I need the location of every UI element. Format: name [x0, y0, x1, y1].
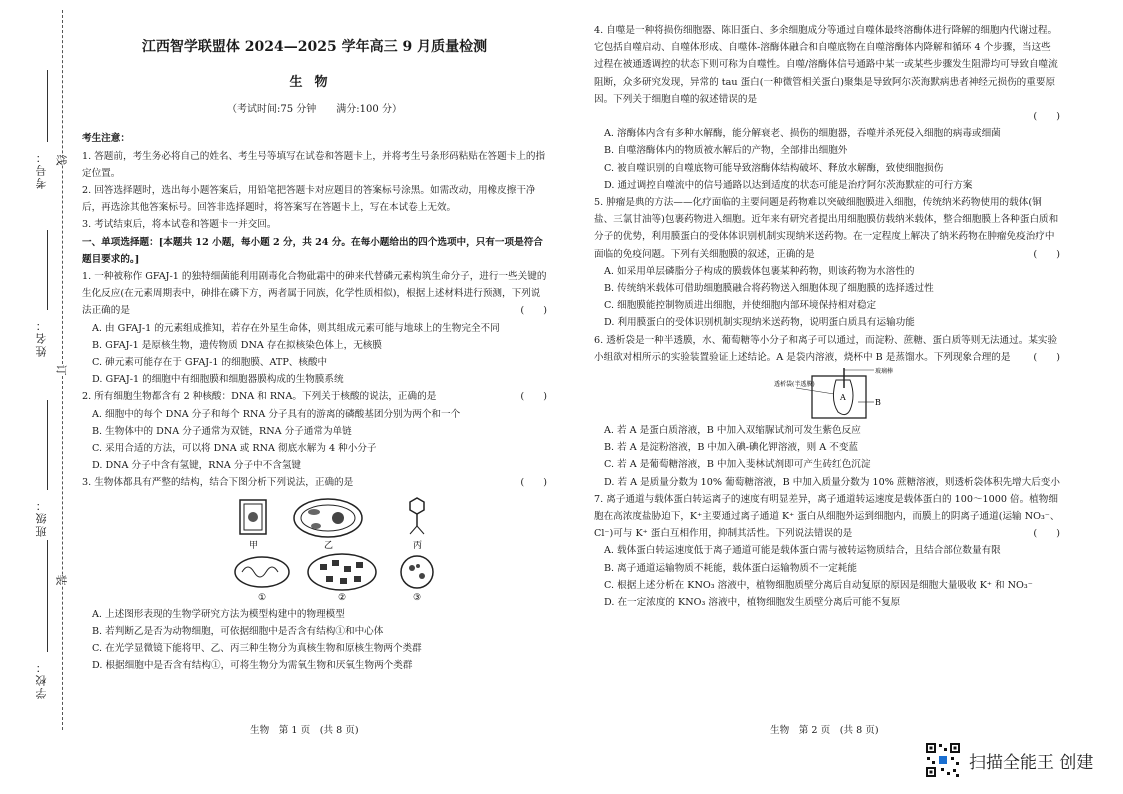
- scanner-watermark-text: 扫描全能王 创建: [969, 753, 1094, 773]
- option: D. 通过调控自噬流中的信号通路以达到适度的状态可能是治疗阿尔茨海默症的可行方案: [604, 179, 973, 191]
- note-item: 2. 回答选择题时，选出每小题答案后，用铅笔把答题卡对应题目的答案标号涂黑。如需改动，用橡皮擦干净后，再选涂其他答案标号。回答非选择题时，将答案写在答题卡上，写在本试卷上无效。: [82, 185, 536, 214]
- option: B. 若判断乙是否为动物细胞，可依据细胞中是否含有结构①和中心体: [92, 625, 384, 637]
- option: B. 生物体中的 DNA 分子通常为双链，RNA 分子通常为单链: [92, 425, 352, 437]
- label-glass-rod: 玻璃棒: [875, 368, 894, 376]
- label-1: ①: [258, 592, 267, 603]
- cut-char-line: 线: [52, 155, 72, 166]
- notes-title: 考生注意：: [82, 133, 130, 145]
- section-heading: 一、单项选择题：[本题共 12 小题，每小题 2 分，共 24 分。在每小题给出的四个选项中，只有一项是符合题目要求的。]: [82, 236, 543, 265]
- option: A. 由 GFAJ-1 的元素组成推知，若存在外星生命体，则其组成元素可能与地球上的生物完全不同: [92, 322, 500, 334]
- exam-number-label: 考号：: [35, 150, 48, 189]
- question-stem: 7. 离子通道与载体蛋白转运离子的速度有明显差异，离子通道转运速度是载体蛋白的 100～1000 倍。植物细胞在高浓度盐胁迫下，K⁺主要通过离子通道 K⁺ 蛋白从细胞外运到细胞内，而膜上的阴离子通道(运输 NO₃⁻、Cl⁻)可与 K⁺ 蛋白互相作用，抑制其活性。下列说法错误的是 ( ): [594, 491, 1060, 543]
- subject-title: 生物: [289, 75, 340, 90]
- answer-paren: ( ): [520, 391, 547, 403]
- option: D. 若 A 是质量分数为 10% 葡萄糖溶液，B 中加入质量分数为 10% 蔗糖溶液，则透析袋体积先增大后变小: [604, 476, 1060, 488]
- option: D. DNA 分子中含有氢键，RNA 分子中不含氢键: [92, 460, 302, 472]
- answer-paren: ( ): [1033, 528, 1060, 540]
- option: C. 根据上述分析在 KNO₃ 溶液中，植物细胞质壁分离后自动复原的原因是细胞大量吸收 K⁺ 和 NO₃⁻: [604, 579, 1033, 591]
- option: C. 若 A 是葡萄糖溶液，B 中加入斐林试剂即可产生砖红色沉淀: [604, 459, 871, 471]
- label-3: ③: [413, 592, 422, 603]
- class-blank: [47, 400, 48, 490]
- option: A. 溶酶体内含有多种水解酶，能分解衰老、损伤的细胞器，吞噬并杀死侵入细胞的病毒或细菌: [604, 128, 1001, 140]
- answer-paren: ( ): [1033, 111, 1060, 123]
- school-label: 学校：: [35, 660, 48, 699]
- dialysis-svg: [774, 366, 904, 422]
- option: A. 上述图形表现的生物学研究方法为模型构建中的物理模型: [92, 608, 345, 620]
- option: B. GFAJ-1 是原核生物，遗传物质 DNA 存在拟核染色体上，无核膜: [92, 339, 382, 351]
- exam-meta: （考试时间:75 分钟 满分:100 分）: [227, 104, 402, 116]
- label-2: ②: [338, 592, 347, 603]
- option: A. 细胞中的每个 DNA 分子和每个 RNA 分子具有的游离的磷酸基团分别为两个和一个: [92, 408, 461, 420]
- option: A. 若 A 是蛋白质溶液，B 中加入双缩脲试剂可发生紫色反应: [604, 425, 861, 437]
- cut-char-bind: 装: [52, 575, 72, 586]
- cell-figure: [82, 494, 547, 604]
- exam-title: 江西智学联盟体 2024—2025 学年高三 9 月质量检测: [141, 39, 488, 55]
- label-jia: 甲: [249, 540, 259, 551]
- dialysis-figure: [594, 366, 1060, 422]
- option: C. 被自噬识别的自噬底物可能导致溶酶体结构破坏、释放水解酶，致使细胞损伤: [604, 162, 944, 174]
- exam-number-blank: [47, 70, 48, 142]
- option: B. 自噬溶酶体内的物质被水解后的产物，全部排出细胞外: [604, 145, 848, 157]
- option: D. 根据细胞中是否含有结构①，可将生物分为需氧生物和厌氧生物两个类群: [92, 660, 413, 672]
- question-stem: 4. 自噬是一种将损伤细胞器、陈旧蛋白、多余细胞成分等通过自噬体最终溶酶体进行降解的细胞内代谢过程。它包括自噬启动、自噬体形成、自噬体-溶酶体融合和自噬底物在自噬溶酶体内降解和循环 4 个步骤，当这些过程在被通透调控的状态下则可称为自噬性。自噬/溶酶体信号通路中某一或某些步骤发生阻滞均可导致自噬流阻断，众多研究发现，异常的 tau 蛋白(一种微管相关蛋白)聚集是导致阿尔茨海默病患者神经元损伤的重要原因。下列关于细胞自噬的叙述错误的是: [594, 25, 1058, 105]
- question-stem: 1. 一种被称作 GFAJ-1 的独特细菌能利用剧毒化合物砒霜中的砷来代替磷元素构筑生命分子，进行一些关键的生化反应(在元素周期表中，砷排在磷下方，两者属于同族，化学性质相似)，根据上述材料进行预测，下列说法正确的是 ( ): [82, 268, 547, 320]
- label-dialysis-bag: 透析袋(半透膜): [774, 381, 815, 389]
- name-label: 姓名：: [35, 318, 48, 357]
- option: D. GFAJ-1 的细胞中有细胞膜和细胞器膜构成的生物膜系统: [92, 374, 344, 386]
- school-blank: [47, 540, 48, 652]
- label-yi: 乙: [324, 540, 334, 551]
- option: B. 传统纳米载体可借助细胞膜融合将药物送入细胞体现了细胞膜的选择透过性: [604, 283, 934, 295]
- answer-paren: ( ): [1033, 248, 1060, 260]
- virus-bing: [410, 498, 424, 534]
- question-stem: 5. 肿瘤是典的方法——化疗面临的主要问题是药物难以突破细胞膜进入细胞，传统纳米药物使用的载体(铜盐、三氯甘油等)包裹药物进入细胞。近年来有研究者提出用细胞膜仿载纳米载体，整合细胞膜上各种蛋白质和分子的优势，利用膜蛋白的受体体识别机制实现纳米送药物。在一定程度上解决了纳米药物在肿瘤免疫治疗中面临的免疫问题。下列有关细胞膜的叙述，正确的是 ( ): [594, 194, 1060, 263]
- label-bing: 丙: [413, 540, 423, 551]
- cut-char-order: 订: [52, 365, 72, 376]
- binding-margin: [0, 0, 82, 730]
- option: C. 砷元素可能存在于 GFAJ-1 的细胞膜、ATP、核酸中: [92, 357, 328, 369]
- answer-paren: ( ): [520, 477, 547, 489]
- page-footer-left: 生物 第 1 页 (共 8 页): [250, 725, 359, 736]
- right-column: [594, 22, 1060, 611]
- option: A. 载体蛋白转运速度低于离子通道可能是载体蛋白需与被转运物质结合，且结合部位数量有限: [604, 545, 1001, 557]
- cell-diagrams-svg: [232, 496, 452, 604]
- name-blank: [47, 230, 48, 310]
- option: A. 如采用单层磷脂分子构成的膜载体包裹某种药物，则该药物为水溶性的: [604, 265, 915, 277]
- option: C. 细胞膜能控制物质进出细胞，并使细胞内部环境保持相对稳定: [604, 300, 877, 312]
- question-stem: 2. 所有细胞生物都含有 2 种核酸：DNA 和 RNA。下列关于核酸的说法，正确的是 ( ): [82, 388, 547, 405]
- answer-paren: ( ): [1033, 351, 1060, 363]
- option: D. 在一定浓度的 KNO₃ 溶液中，植物细胞发生质壁分离后可能不复原: [604, 597, 901, 609]
- qr-code-icon: [925, 742, 961, 778]
- option: D. 利用膜蛋白的受体识别机制实现纳米送药物，说明蛋白质具有运输功能: [604, 317, 915, 329]
- class-label: 班级：: [35, 498, 48, 537]
- note-item: 1. 答题前，考生务必将自己的姓名、考生号等填写在试卷和答题卡上，并将考生号条形码粘贴在答题卡上的指定位置。: [82, 150, 546, 179]
- label-b: B: [875, 398, 881, 408]
- note-item: 3. 考试结束后，将本试卷和答题卡一并交回。: [82, 219, 277, 231]
- scanner-watermark: [925, 742, 1093, 778]
- question-stem: 3. 生物体都具有严整的结构，结合下图分析下列说法，正确的是 ( ): [82, 474, 547, 491]
- left-column: [82, 22, 547, 674]
- option: C. 采用合适的方法，可以将 DNA 或 RNA 彻底水解为 4 种小分子: [92, 443, 377, 455]
- organelle-1: [235, 557, 289, 587]
- label-a: A: [840, 393, 846, 403]
- option: B. 若 A 是淀粉溶液，B 中加入碘-碘化钾溶液，则 A 不变蓝: [604, 442, 859, 454]
- option: B. 离子通道运输物质不耗能，载体蛋白运输物质不一定耗能: [604, 562, 857, 574]
- page-footer-right: 生物 第 2 页 (共 8 页): [770, 725, 879, 736]
- option: C. 在光学显微镜下能将甲、乙、丙三种生物分为真核生物和原核生物两个类群: [92, 643, 422, 655]
- organelle-2: [308, 554, 376, 590]
- organelle-3: [401, 556, 433, 588]
- answer-paren: ( ): [520, 305, 547, 317]
- cell-jia: [240, 500, 266, 534]
- cell-yi: [294, 499, 362, 537]
- question-stem: 6. 透析袋是一种半透膜，水、葡萄糖等小分子和离子可以通过，而淀粉、蔗糖、蛋白质等则无法通过。某实验小组欲对相所示的实验装置验证上述结论。A 是袋内溶液，烧杯中 B 是蒸馏水。下列现象合理的是 ( ): [594, 332, 1060, 366]
